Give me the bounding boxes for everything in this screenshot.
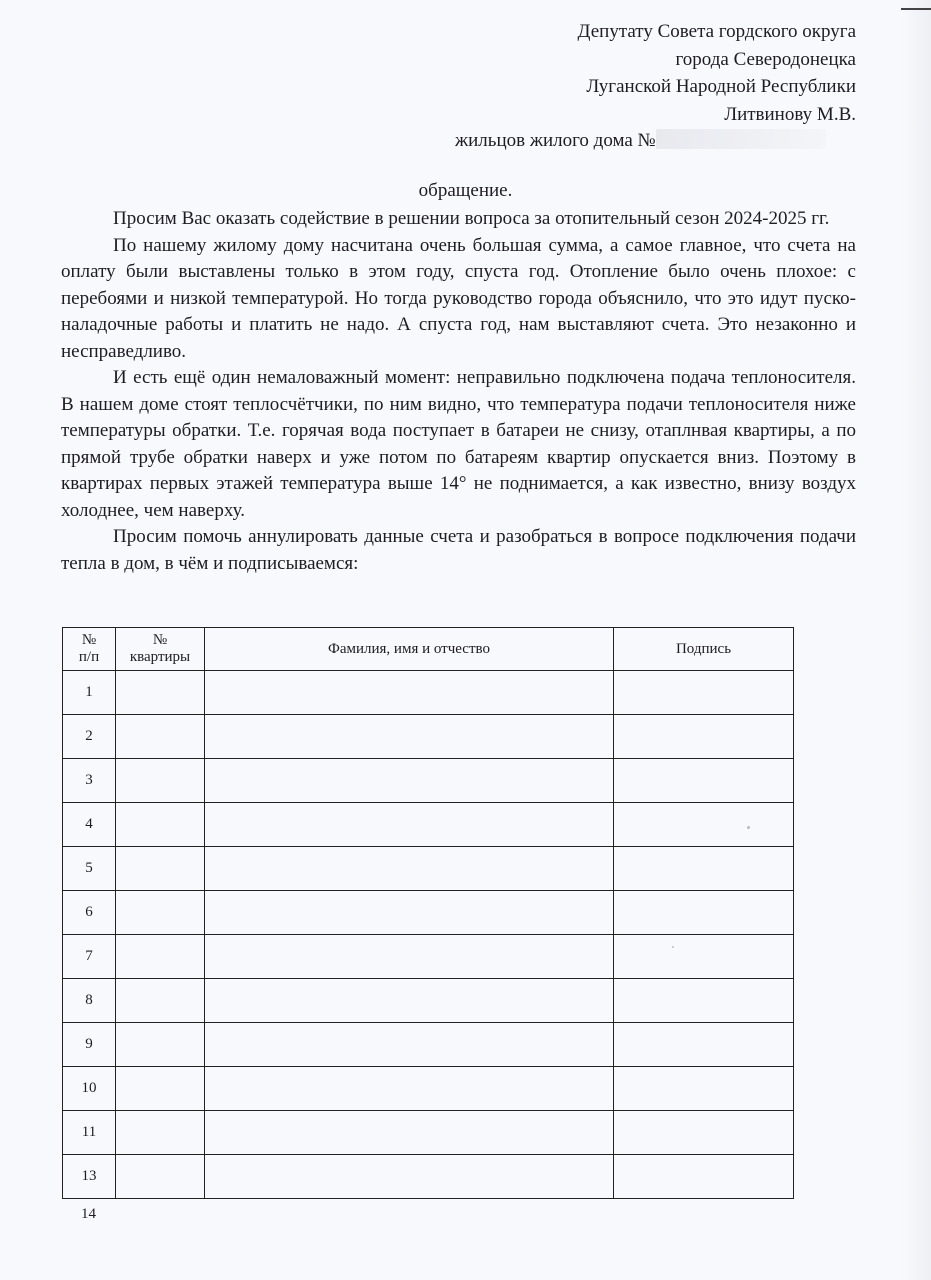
cell-row-number: 7 xyxy=(63,935,116,979)
table-row xyxy=(63,979,794,1023)
paragraph: И есть ещё один немаловажный момент: неправильно подключена подача теплоносителя. В нашем доме стоят теплосчётчики, по ним видно, что температура подачи теплоносителя ниже температуры обратки. Т.е. горячая вода поступает в батареи не снизу, отаплнвая квартиры, а по прямой трубе обратки наверх и уже потом по батареям квартир опускается вниз. Поэтому в квартирах первых этажей температура выше 14° не поднимается, а как известно, внизу воздух холоднее, чем наверху. xyxy=(61,367,856,521)
document-title: обращение. xyxy=(418,180,513,201)
cell-signature xyxy=(614,1067,794,1111)
paragraph: Просим помочь аннулировать данные счета и разобраться в вопросе подключения подачи тепла в дом, в чём и подписываемся: xyxy=(61,526,856,574)
cell-apartment-number xyxy=(116,671,205,715)
cell-full-name xyxy=(205,715,614,759)
cell-full-name xyxy=(205,1155,614,1199)
cell-signature xyxy=(614,1023,794,1067)
letter-body xyxy=(61,206,856,577)
paragraph: По нашему жилому дому насчитана очень большая сумма, а самое главное, что счета на оплату были выставлены только в этом году, спуста год. Отопление было очень плохое: с перебоями и низкой температурой. Но тогда руководство города объяснило, что это идут пуско-наладочные работы и платить не надо. А спуста год, нам выставляют счета. Это незаконно и несправедливо. xyxy=(61,234,856,362)
cell-full-name xyxy=(205,759,614,803)
header-signature: Подпись xyxy=(614,628,794,671)
cell-full-name xyxy=(205,891,614,935)
cell-full-name xyxy=(205,803,614,847)
cell-apartment-number xyxy=(116,1155,205,1199)
addressee-line: Литвинову М.В. xyxy=(724,103,856,125)
cell-signature xyxy=(614,803,794,847)
table-row xyxy=(63,847,794,891)
cell-full-name xyxy=(205,979,614,1023)
cell-signature xyxy=(614,847,794,891)
header-full-name: Фамилия, имя и отчество xyxy=(205,628,614,671)
table-header-row xyxy=(63,628,794,671)
addressee-line: Луганской Народной Республики xyxy=(586,76,856,97)
cell-row-number: 4 xyxy=(63,803,116,847)
cell-row-number: 1 xyxy=(63,671,116,715)
redacted-house-number xyxy=(656,129,826,149)
cell-apartment-number xyxy=(116,847,205,891)
cell-apartment-number xyxy=(116,803,205,847)
table-row xyxy=(63,803,794,847)
table-row xyxy=(63,671,794,715)
scan-speck xyxy=(672,946,674,948)
addressee-block xyxy=(578,18,856,128)
addressee-line: Депутату Совета гордского округа xyxy=(577,21,856,42)
cell-full-name xyxy=(205,1067,614,1111)
cell-signature xyxy=(614,1155,794,1199)
cell-row-number: 8 xyxy=(63,979,116,1023)
cell-full-name xyxy=(205,671,614,715)
cell-apartment-number xyxy=(116,715,205,759)
cell-signature xyxy=(614,671,794,715)
cell-full-name xyxy=(205,1111,614,1155)
cell-signature xyxy=(614,935,794,979)
cell-signature xyxy=(614,979,794,1023)
cell-signature xyxy=(614,1111,794,1155)
cell-row-number: 2 xyxy=(63,715,116,759)
cell-signature xyxy=(614,891,794,935)
paragraph: Просим Вас оказать содействие в решении вопроса за отопительный сезон 2024-2025 гг. xyxy=(113,208,830,229)
signature-table xyxy=(62,627,794,1199)
cell-signature xyxy=(614,715,794,759)
table-row xyxy=(63,715,794,759)
cell-row-number: 9 xyxy=(63,1023,116,1067)
header-row-number: № п/п xyxy=(63,628,116,671)
cell-apartment-number xyxy=(116,1023,205,1067)
cell-row-number: 13 xyxy=(63,1155,116,1199)
table-row xyxy=(63,935,794,979)
cell-row-number: 6 xyxy=(63,891,116,935)
cell-row-number: 10 xyxy=(63,1067,116,1111)
cell-full-name xyxy=(205,847,614,891)
cell-apartment-number xyxy=(116,891,205,935)
cell-row-number: 11 xyxy=(63,1111,116,1155)
cell-row-number: 5 xyxy=(63,847,116,891)
scan-edge-mark xyxy=(901,8,931,10)
cell-row-number: 3 xyxy=(63,759,116,803)
scan-speck xyxy=(747,826,750,829)
table-row xyxy=(63,1023,794,1067)
table-row xyxy=(63,1155,794,1199)
trailing-row-number: 14 xyxy=(81,1206,96,1222)
cell-signature xyxy=(614,759,794,803)
cell-full-name xyxy=(205,935,614,979)
table-row xyxy=(63,759,794,803)
cell-full-name xyxy=(205,1023,614,1067)
cell-apartment-number xyxy=(116,759,205,803)
table-row xyxy=(63,891,794,935)
cell-apartment-number xyxy=(116,979,205,1023)
table-row xyxy=(63,1111,794,1155)
cell-apartment-number xyxy=(116,1067,205,1111)
sender-text: жильцов жилого дома № xyxy=(455,130,656,151)
cell-apartment-number xyxy=(116,1111,205,1155)
addressee-line: города Северодонецка xyxy=(675,48,856,70)
sender-line xyxy=(455,129,826,152)
header-apartment-number: № квартиры xyxy=(116,628,205,671)
table-row xyxy=(63,1067,794,1111)
cell-apartment-number xyxy=(116,935,205,979)
